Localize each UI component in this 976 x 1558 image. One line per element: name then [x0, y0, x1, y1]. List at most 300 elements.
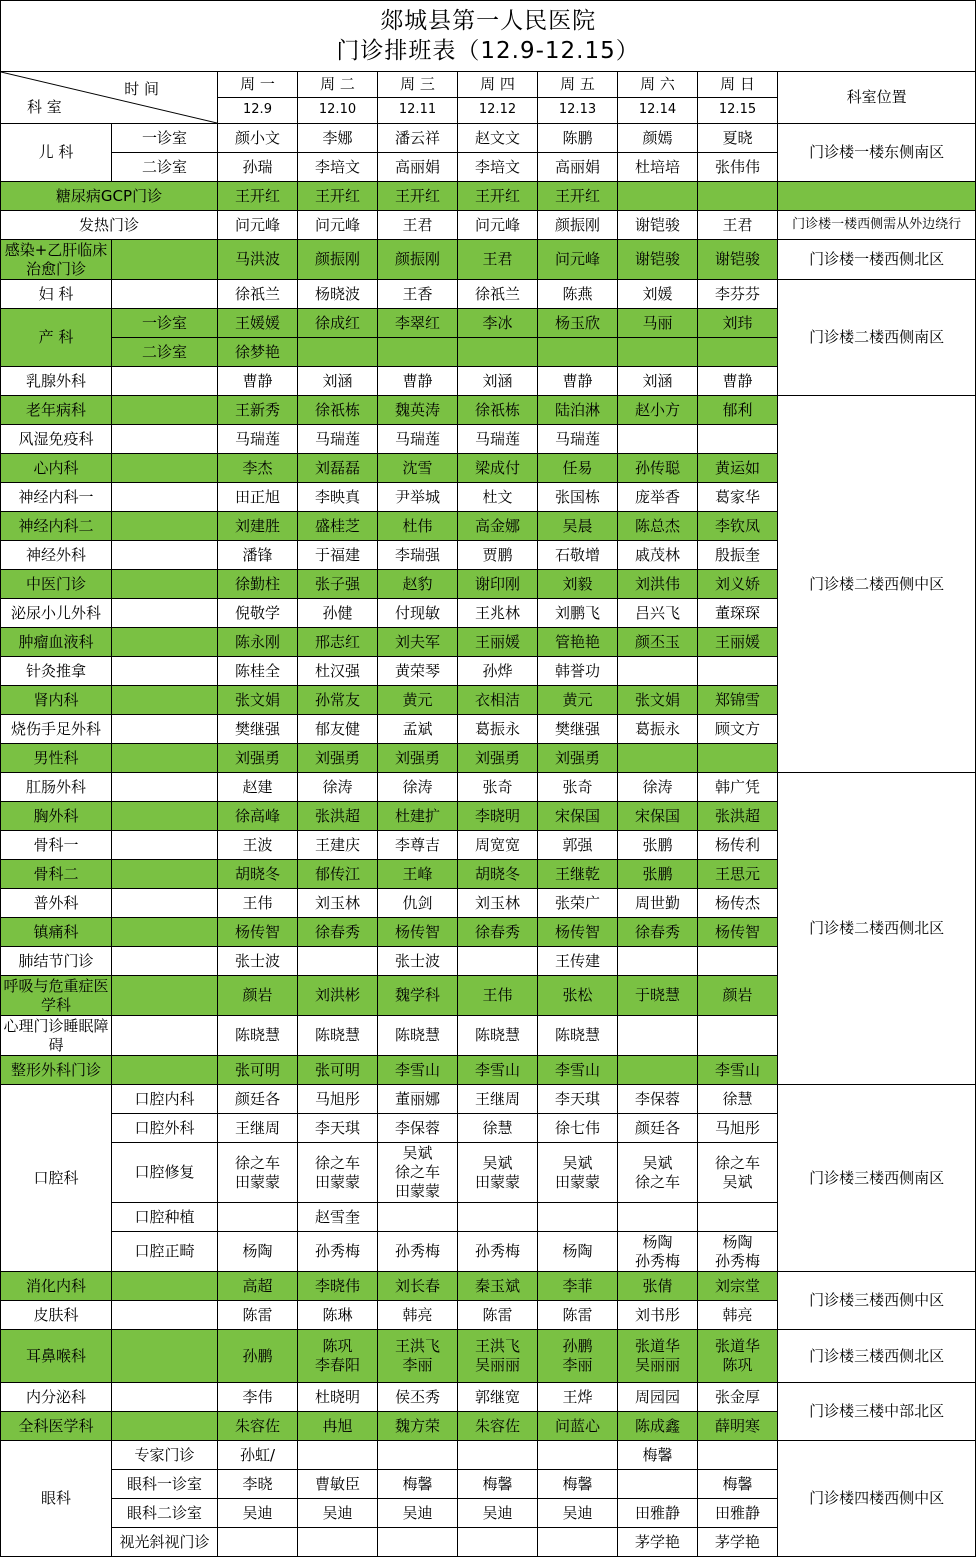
- doctor-cell: 周宽宽: [458, 831, 538, 860]
- doctor-cell: 田雅静: [698, 1499, 778, 1528]
- doctor-name: 陈巩: [722, 1356, 753, 1374]
- doctor-cell: 薛明寒: [698, 1412, 778, 1441]
- doctor-cell: 潘锋: [218, 541, 298, 570]
- doctor-cell: [458, 1203, 538, 1232]
- doctor-cell: [298, 338, 378, 367]
- clinic-room-cell: [112, 1272, 218, 1301]
- doctor-cell: 董琛琛: [698, 599, 778, 628]
- doctor-cell: 王继周: [218, 1114, 298, 1143]
- doctor-cell: 李晓明: [458, 802, 538, 831]
- doctor-cell: 殷振奎: [698, 541, 778, 570]
- doctor-cell: 陈晓慧: [218, 1016, 298, 1056]
- day-header: 周 二: [298, 72, 378, 98]
- table-row: [1, 1085, 976, 1114]
- doctor-cell: 颜振刚: [298, 240, 378, 280]
- page-title: [1, 1, 976, 72]
- doctor-cell: 马丽: [618, 309, 698, 338]
- doctor-cell: 杜伟: [378, 512, 458, 541]
- doctor-cell: 颜廷各: [618, 1114, 698, 1143]
- doctor-cell: [538, 1203, 618, 1232]
- doctor-cell: 黄荣琴: [378, 657, 458, 686]
- table-row: [1, 1330, 976, 1383]
- doctor-cell: 张洪超: [698, 802, 778, 831]
- doctor-cell: 刘磊磊: [298, 454, 378, 483]
- doctor-cell: 马洪波: [218, 240, 298, 280]
- date-header: 12.14: [618, 98, 698, 124]
- doctor-cell: [618, 1232, 698, 1272]
- department-cell: 发热门诊: [1, 211, 218, 240]
- doctor-cell: 陈永刚: [218, 628, 298, 657]
- doctor-cell: [298, 1528, 378, 1557]
- doctor-cell: 曹静: [538, 367, 618, 396]
- doctor-cell: 王伟: [218, 889, 298, 918]
- doctor-cell: 高金娜: [458, 512, 538, 541]
- doctor-cell: 胡晓冬: [458, 860, 538, 889]
- doctor-cell: [698, 1143, 778, 1203]
- department-cell: 男性科: [1, 744, 112, 773]
- doctor-cell: [698, 657, 778, 686]
- clinic-room-cell: [112, 1412, 218, 1441]
- doctor-cell: 张鹏: [618, 831, 698, 860]
- doctor-name: 徐之车: [314, 1153, 360, 1172]
- doctor-cell: 韩广凭: [698, 773, 778, 802]
- clinic-room-cell: [112, 976, 218, 1016]
- doctor-cell: 刘鹏飞: [538, 599, 618, 628]
- doctor-cell: 仇剑: [378, 889, 458, 918]
- doctor-name: 王洪飞: [474, 1337, 520, 1356]
- doctor-cell: 马瑞莲: [218, 425, 298, 454]
- doctor-cell: 孙传聪: [618, 454, 698, 483]
- doctor-cell: 徐勤柱: [218, 570, 298, 599]
- doctor-cell: 韩亮: [698, 1301, 778, 1330]
- doctor-cell: 李伟: [218, 1383, 298, 1412]
- doctor-cell: [458, 1330, 538, 1383]
- department-cell: 呼吸与危重症医学科: [1, 976, 112, 1016]
- doctor-cell: 李菲: [538, 1272, 618, 1301]
- doctor-cell: [298, 1232, 378, 1272]
- doctor-cell: 吕兴飞: [618, 599, 698, 628]
- doctor-cell: [458, 338, 538, 367]
- doctor-cell: 梅馨: [618, 1441, 698, 1470]
- department-cell: 神经外科: [1, 541, 112, 570]
- doctor-cell: 孙烨: [458, 657, 538, 686]
- doctor-cell: 徐春秀: [618, 918, 698, 947]
- doctor-cell: 刘洪伟: [618, 570, 698, 599]
- date-header: 12.10: [298, 98, 378, 124]
- doctor-cell: 马瑞莲: [298, 425, 378, 454]
- doctor-cell: 徐祇栋: [458, 396, 538, 425]
- schedule-title: 门诊排班表（12.9-12.15）: [336, 38, 640, 64]
- doctor-cell: 颜岩: [698, 976, 778, 1016]
- doctor-cell: 胡晓冬: [218, 860, 298, 889]
- clinic-room-cell: [112, 947, 218, 976]
- doctor-cell: 王传建: [538, 947, 618, 976]
- department-cell: 心内科: [1, 454, 112, 483]
- doctor-cell: 张荣广: [538, 889, 618, 918]
- location-cell: 门诊楼三楼中部北区: [778, 1383, 976, 1441]
- doctor-cell: 李杰: [218, 454, 298, 483]
- doctor-cell: 梅馨: [458, 1470, 538, 1499]
- day-header: 周 六: [618, 72, 698, 98]
- day-header: 周 一: [218, 72, 298, 98]
- doctor-cell: 徐七伟: [538, 1114, 618, 1143]
- doctor-cell: 葛振永: [458, 715, 538, 744]
- doctor-cell: 顾文方: [698, 715, 778, 744]
- clinic-room-cell: 二诊室: [112, 338, 218, 367]
- doctor-cell: [378, 1528, 458, 1557]
- doctor-cell: 谢铠骏: [618, 211, 698, 240]
- doctor-cell: 高丽娟: [378, 153, 458, 182]
- doctor-cell: 郁友健: [298, 715, 378, 744]
- doctor-cell: 谢铠骏: [698, 240, 778, 280]
- doctor-cell: 张可明: [218, 1056, 298, 1085]
- doctor-cell: 葛家华: [698, 483, 778, 512]
- department-cell: 妇 科: [1, 280, 112, 309]
- doctor-cell: 吴迪: [458, 1499, 538, 1528]
- doctor-cell: [458, 1143, 538, 1203]
- doctor-cell: 盛桂芝: [298, 512, 378, 541]
- doctor-cell: 颜振刚: [538, 211, 618, 240]
- doctor-cell: [378, 1203, 458, 1232]
- doctor-cell: 杜晓明: [298, 1383, 378, 1412]
- doctor-cell: 刘玉林: [298, 889, 378, 918]
- doctor-cell: 张松: [538, 976, 618, 1016]
- doctor-cell: 王君: [378, 211, 458, 240]
- doctor-cell: 王思元: [698, 860, 778, 889]
- doctor-cell: 茅学艳: [618, 1528, 698, 1557]
- department-cell: 产 科: [1, 309, 112, 367]
- doctor-cell: 张文娟: [618, 686, 698, 715]
- doctor-cell: [618, 338, 698, 367]
- clinic-room-cell: 一诊室: [112, 309, 218, 338]
- doctor-cell: 黄元: [378, 686, 458, 715]
- clinic-room-cell: 口腔种植: [112, 1203, 218, 1232]
- doctor-name: 吴斌: [562, 1153, 593, 1172]
- doctor-cell: [218, 1143, 298, 1203]
- doctor-cell: 邢志红: [298, 628, 378, 657]
- doctor-cell: 杨传利: [698, 831, 778, 860]
- doctor-cell: 吴晨: [538, 512, 618, 541]
- doctor-cell: 刘玮: [698, 309, 778, 338]
- doctor-name: 李春阳: [314, 1356, 360, 1374]
- doctor-cell: 徐春秀: [458, 918, 538, 947]
- doctor-cell: 孙虹/: [218, 1441, 298, 1470]
- doctor-cell: [618, 1143, 698, 1203]
- department-cell: 骨科一: [1, 831, 112, 860]
- doctor-cell: 张士波: [218, 947, 298, 976]
- doctor-cell: [378, 338, 458, 367]
- doctor-cell: 陈晓慧: [538, 1016, 618, 1056]
- department-cell: 肺结节门诊: [1, 947, 112, 976]
- doctor-cell: 管艳艳: [538, 628, 618, 657]
- doctor-cell: 曹敏臣: [298, 1470, 378, 1499]
- doctor-name: 田蒙蒙: [554, 1172, 600, 1191]
- doctor-cell: 徐梦艳: [218, 338, 298, 367]
- doctor-cell: 李培文: [298, 153, 378, 182]
- doctor-cell: 刘宗堂: [698, 1272, 778, 1301]
- department-cell: 儿 科: [1, 124, 112, 182]
- doctor-cell: 徐高峰: [218, 802, 298, 831]
- doctor-cell: [218, 1203, 298, 1232]
- department-cell: 乳腺外科: [1, 367, 112, 396]
- doctor-cell: [698, 947, 778, 976]
- doctor-cell: 刘毅: [538, 570, 618, 599]
- location-cell: 门诊楼三楼西侧北区: [778, 1330, 976, 1383]
- doctor-cell: 谢铠骏: [618, 240, 698, 280]
- doctor-cell: 吴迪: [378, 1499, 458, 1528]
- doctor-cell: 张国栋: [538, 483, 618, 512]
- day-header: 周 日: [698, 72, 778, 98]
- location-cell: 门诊楼二楼西侧南区: [778, 280, 976, 396]
- clinic-room-cell: [112, 280, 218, 309]
- doctor-name: 徐之车: [634, 1172, 680, 1191]
- date-header: 12.9: [218, 98, 298, 124]
- doctor-cell: 张文娟: [218, 686, 298, 715]
- clinic-room-cell: [112, 512, 218, 541]
- department-cell: 皮肤科: [1, 1301, 112, 1330]
- doctor-cell: 宋保国: [618, 802, 698, 831]
- doctor-cell: [458, 947, 538, 976]
- doctor-cell: [618, 182, 698, 211]
- doctor-cell: 刘涵: [618, 367, 698, 396]
- doctor-cell: [698, 425, 778, 454]
- doctor-cell: 王建庆: [298, 831, 378, 860]
- clinic-room-cell: [112, 1330, 218, 1383]
- doctor-cell: 谢印刚: [458, 570, 538, 599]
- department-cell: 烧伤手足外科: [1, 715, 112, 744]
- doctor-name: 孙秀梅: [634, 1251, 680, 1270]
- doctor-cell: 陈雷: [538, 1301, 618, 1330]
- doctor-name: 王洪飞: [394, 1337, 440, 1356]
- doctor-cell: [618, 744, 698, 773]
- doctor-cell: 曹静: [378, 367, 458, 396]
- doctor-cell: 陈雷: [218, 1301, 298, 1330]
- department-cell: 镇痛科: [1, 918, 112, 947]
- doctor-cell: 孟斌: [378, 715, 458, 744]
- doctor-cell: 杨传智: [378, 918, 458, 947]
- doctor-cell: 马旭彤: [298, 1085, 378, 1114]
- clinic-room-cell: 眼科一诊室: [112, 1470, 218, 1499]
- doctor-cell: 任易: [538, 454, 618, 483]
- doctor-cell: 徐祇兰: [218, 280, 298, 309]
- location-cell: 门诊楼三楼西侧南区: [778, 1085, 976, 1272]
- doctor-cell: 张倩: [618, 1272, 698, 1301]
- doctor-cell: 杨玉欣: [538, 309, 618, 338]
- doctor-cell: 杨晓波: [298, 280, 378, 309]
- doctor-cell: 马瑞莲: [378, 425, 458, 454]
- doctor-cell: 李保蓉: [618, 1085, 698, 1114]
- doctor-cell: 吴迪: [298, 1499, 378, 1528]
- doctor-cell: 王开红: [298, 182, 378, 211]
- doctor-cell: [618, 1330, 698, 1383]
- doctor-name: 吴丽丽: [474, 1356, 520, 1374]
- doctor-cell: 陈晓慧: [298, 1016, 378, 1056]
- date-header: 12.12: [458, 98, 538, 124]
- doctor-cell: 李雪山: [698, 1056, 778, 1085]
- location-cell: 门诊楼一楼西侧需从外边绕行: [778, 211, 976, 240]
- doctor-name: 李丽: [402, 1356, 433, 1374]
- department-cell: 胸外科: [1, 802, 112, 831]
- department-cell: 肛肠外科: [1, 773, 112, 802]
- doctor-cell: 孙瑞: [218, 153, 298, 182]
- doctor-cell: 陈总杰: [618, 512, 698, 541]
- location-cell: 门诊楼一楼西侧北区: [778, 240, 976, 280]
- doctor-cell: 杜建扩: [378, 802, 458, 831]
- doctor-cell: 王波: [218, 831, 298, 860]
- doctor-cell: 王新秀: [218, 396, 298, 425]
- doctor-cell: 刘媛: [618, 280, 698, 309]
- clinic-room-cell: [112, 773, 218, 802]
- doctor-cell: 刘建胜: [218, 512, 298, 541]
- doctor-cell: [698, 1330, 778, 1383]
- location-cell: 门诊楼四楼西侧中区: [778, 1441, 976, 1557]
- doctor-cell: 王开红: [458, 182, 538, 211]
- doctor-cell: 李翠红: [378, 309, 458, 338]
- doctor-cell: 张洪超: [298, 802, 378, 831]
- doctor-cell: 陆泊淋: [538, 396, 618, 425]
- table-row: [1, 1441, 976, 1470]
- doctor-cell: 李芬芬: [698, 280, 778, 309]
- doctor-cell: 沈雪: [378, 454, 458, 483]
- clinic-room-cell: [112, 1383, 218, 1412]
- doctor-cell: 侯丕秀: [378, 1383, 458, 1412]
- doctor-cell: 黄元: [538, 686, 618, 715]
- doctor-cell: 李娜: [298, 124, 378, 153]
- location-header: 科室位置: [778, 72, 976, 124]
- clinic-room-cell: 口腔正畸: [112, 1232, 218, 1272]
- doctor-cell: 刘义娇: [698, 570, 778, 599]
- doctor-cell: [218, 1330, 298, 1383]
- doctor-cell: 问元峰: [538, 240, 618, 280]
- doctor-name: 孙秀梅: [394, 1242, 440, 1261]
- doctor-cell: 吴迪: [538, 1499, 618, 1528]
- location-cell: 门诊楼一楼东侧南区: [778, 124, 976, 182]
- doctor-cell: 董丽娜: [378, 1085, 458, 1114]
- department-cell: 中医门诊: [1, 570, 112, 599]
- doctor-cell: 秦玉斌: [458, 1272, 538, 1301]
- location-cell: 门诊楼二楼西侧北区: [778, 773, 976, 1085]
- doctor-cell: 张子强: [298, 570, 378, 599]
- doctor-cell: 张可明: [298, 1056, 378, 1085]
- table-row: [1, 773, 976, 802]
- department-cell: 眼科: [1, 1441, 112, 1557]
- department-cell: 泌尿小儿外科: [1, 599, 112, 628]
- doctor-cell: 颜振刚: [378, 240, 458, 280]
- doctor-cell: 徐祇兰: [458, 280, 538, 309]
- doctor-name: 张道华: [714, 1337, 760, 1356]
- doctor-cell: 李尊吉: [378, 831, 458, 860]
- doctor-cell: 曹静: [698, 367, 778, 396]
- doctor-cell: 王峰: [378, 860, 458, 889]
- doctor-cell: 刘强勇: [538, 744, 618, 773]
- doctor-cell: 韩誉功: [538, 657, 618, 686]
- doctor-cell: 刘长春: [378, 1272, 458, 1301]
- doctor-name: 吴斌: [402, 1144, 433, 1163]
- clinic-room-cell: [112, 628, 218, 657]
- clinic-room-cell: 视光斜视门诊: [112, 1528, 218, 1557]
- doctor-cell: 杜培培: [618, 153, 698, 182]
- department-cell: 耳鼻喉科: [1, 1330, 112, 1383]
- doctor-name: 张道华: [634, 1337, 680, 1356]
- day-header: 周 五: [538, 72, 618, 98]
- doctor-cell: 王开红: [218, 182, 298, 211]
- doctor-cell: [538, 1528, 618, 1557]
- doctor-cell: 王烨: [538, 1383, 618, 1412]
- doctor-cell: 杜汉强: [298, 657, 378, 686]
- clinic-room-cell: [112, 570, 218, 599]
- doctor-cell: 冉旭: [298, 1412, 378, 1441]
- doctor-cell: 问元峰: [218, 211, 298, 240]
- department-cell: 整形外科门诊: [1, 1056, 112, 1085]
- clinic-room-cell: [112, 425, 218, 454]
- doctor-cell: 朱容佐: [458, 1412, 538, 1441]
- doctor-cell: 李冰: [458, 309, 538, 338]
- doctor-cell: [378, 1232, 458, 1272]
- doctor-cell: [378, 1330, 458, 1383]
- day-header: 周 四: [458, 72, 538, 98]
- clinic-room-cell: [112, 860, 218, 889]
- doctor-cell: [458, 1441, 538, 1470]
- doctor-cell: 郁利: [698, 396, 778, 425]
- doctor-cell: 戚茂林: [618, 541, 698, 570]
- doctor-cell: 陈燕: [538, 280, 618, 309]
- doctor-cell: [698, 1016, 778, 1056]
- doctor-cell: 郁传江: [298, 860, 378, 889]
- table-row: [1, 124, 976, 153]
- doctor-cell: 黄运如: [698, 454, 778, 483]
- doctor-cell: 张奇: [458, 773, 538, 802]
- doctor-cell: [618, 1016, 698, 1056]
- doctor-cell: 李晓: [218, 1470, 298, 1499]
- clinic-room-cell: [112, 367, 218, 396]
- doctor-cell: [618, 425, 698, 454]
- clinic-room-cell: 口腔修复: [112, 1143, 218, 1203]
- doctor-cell: 赵雪奎: [298, 1203, 378, 1232]
- doctor-cell: 刘强勇: [458, 744, 538, 773]
- doctor-cell: 张金厚: [698, 1383, 778, 1412]
- clinic-room-cell: [112, 240, 218, 280]
- table-row: [1, 240, 976, 280]
- doctor-cell: 刘强勇: [218, 744, 298, 773]
- doctor-cell: 李天琪: [298, 1114, 378, 1143]
- doctor-cell: 刘强勇: [378, 744, 458, 773]
- doctor-cell: 王兆林: [458, 599, 538, 628]
- doctor-name: 杨陶: [642, 1232, 673, 1251]
- doctor-cell: 刘夫军: [378, 628, 458, 657]
- doctor-cell: 李雪山: [378, 1056, 458, 1085]
- department-cell: 老年病科: [1, 396, 112, 425]
- department-cell: 风湿免疫科: [1, 425, 112, 454]
- header-corner: [1, 72, 218, 124]
- doctor-cell: 孙常友: [298, 686, 378, 715]
- doctor-cell: 于晓慧: [618, 976, 698, 1016]
- clinic-room-cell: [112, 1301, 218, 1330]
- time-label: 时 间: [124, 80, 159, 98]
- clinic-room-cell: 专家门诊: [112, 1441, 218, 1470]
- doctor-cell: 朱容佐: [218, 1412, 298, 1441]
- doctor-cell: 王丽媛: [458, 628, 538, 657]
- doctor-cell: 李保蓉: [378, 1114, 458, 1143]
- clinic-room-cell: 口腔外科: [112, 1114, 218, 1143]
- doctor-cell: 韩亮: [378, 1301, 458, 1330]
- doctor-cell: [458, 1232, 538, 1272]
- doctor-cell: 陈鹏: [538, 124, 618, 153]
- department-cell: 神经内科二: [1, 512, 112, 541]
- dept-label: 科 室: [27, 98, 62, 117]
- doctor-name: 田蒙蒙: [394, 1181, 440, 1200]
- doctor-name: 杨陶: [562, 1242, 593, 1261]
- doctor-cell: 杨传智: [538, 918, 618, 947]
